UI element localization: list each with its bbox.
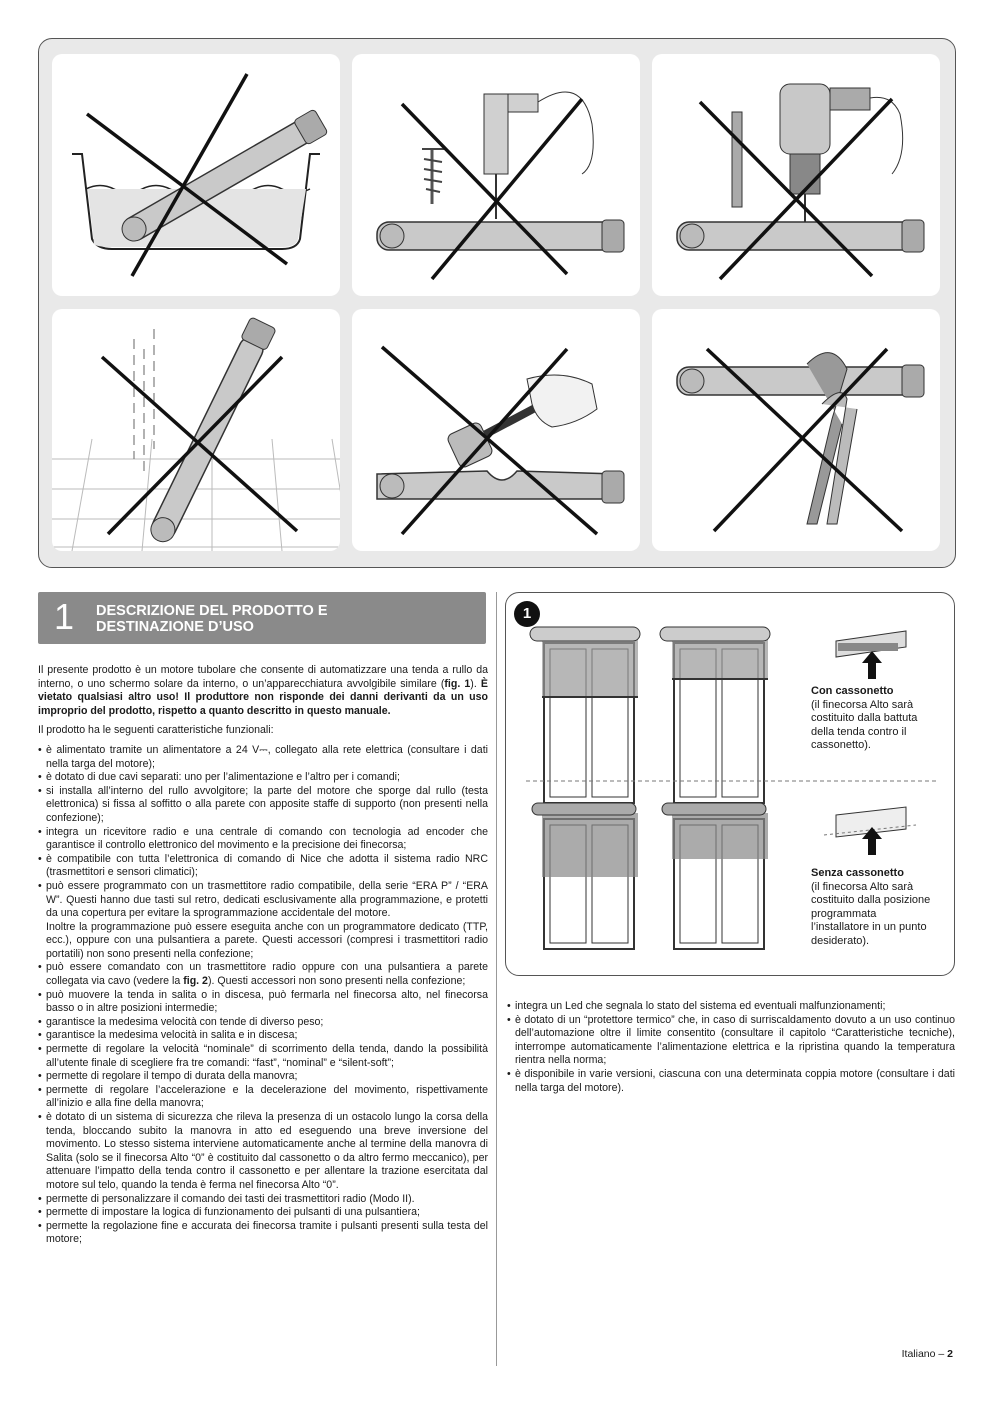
window-without-box-closed [532, 803, 638, 949]
left-column [38, 664, 488, 1247]
box-detail-icon [836, 631, 906, 679]
column-divider [496, 592, 497, 1366]
figure-number-badge: 1 [514, 601, 540, 627]
list-item-continuation: Inoltre la programmazione può essere eseguita anche con un programmatore dedicato (TTP, ecc.), oppure con una pulsantiera a parete. Questi accessori (compresi i trasmettitori radio portatili) non sono presenti nella confezione; [46, 920, 488, 960]
list-item: • permette di regolare il tempo di durata della manovra; [38, 1070, 488, 1084]
list-item: • può essere programmato con un trasmettitore radio compatibile, della serie “ERA P” / “ERA W”. Questi hanno due tasti sul retro, dedicati esclusivamente alla programmazione, e protetti da una copertura per evitare la sprogrammazione accidentale del motore. [38, 880, 488, 921]
section-header [38, 592, 486, 644]
warning-panel-water [52, 54, 340, 296]
features-intro: Il prodotto ha le seguenti caratteristiche funzionali: [38, 724, 274, 737]
dropped-motor-illustration [52, 309, 340, 551]
list-item: • è dotato di due cavi separati: uno per l’alimentazione e l’altro per i comandi; [38, 771, 488, 785]
list-item: • permette di regolare l’accelerazione e la decelerazione del movimento, rispettivamente all’inizio e alla fine della manovra; [38, 1084, 488, 1111]
list-item: • è disponibile in varie versioni, ciascuna con una determinata coppia motore (consultare i dati nella targa del motore). [507, 1068, 955, 1095]
caption-without-box: Senza cassonetto (il finecorsa Alto sarà costituito dalla posizione programmata l’installatore in un punto desiderato). [811, 867, 931, 947]
list-item: • si installa all’interno del rullo avvolgitore; la parte del motore che sporge dal rullo (testa elettronica) si fissa al soffitto o alla parete con apposite staffe di supporto (non presenti nella confezione); [38, 785, 488, 826]
hammer-on-motor-illustration [352, 309, 640, 551]
right-column [507, 1000, 955, 1095]
page-footer: Italiano – 2 [901, 1348, 953, 1360]
list-item: • permette di regolare la velocità “nominale” di scorrimento della tenda, dando la possibilità all’utente finale di scegliere fra tre comandi: “fast”, “nominal” e “silent-soft”; [38, 1043, 488, 1070]
list-item: • è alimentato tramite un alimentatore a 24 V⎓, collegato alla rete elettrica (consultare i dati nella targa del motore); [38, 744, 488, 771]
feature-list-3 [507, 1000, 955, 1095]
list-item: • integra un ricevitore radio e una centrale di comando con tecnologia ad encoder che garantisce il controllo elettronico del movimento e la precisione dei finecorsa; [38, 826, 488, 853]
list-item: • permette la regolazione fine e accurata dei finecorsa tramite i pulsanti presenti sulla testa del motore; [38, 1220, 488, 1247]
figure-1 [505, 592, 955, 976]
warning-panel-drop [52, 309, 340, 551]
caption-with-box: Con cassonetto (il finecorsa Alto sarà costituito dalla battuta della tenda contro il cassonetto). [811, 685, 918, 751]
list-item: • garantisce la medesima velocità in salita e in discesa; [38, 1029, 488, 1043]
window-with-box-open [660, 627, 770, 803]
warning-panel-drill [652, 54, 940, 296]
list-item: • può essere comandato con un trasmettitore radio oppure con una pulsantiera a parete collegata via cavo (vedere la fig. 2). Questi accessori non sono presenti nella confezione; [38, 961, 488, 988]
drill-into-motor-illustration [652, 54, 940, 296]
no-box-detail-icon [824, 807, 916, 855]
list-item: • permette di impostare la logica di funzionamento dei pulsanti di una pulsantiera; [38, 1206, 488, 1220]
motor-in-water-illustration [52, 54, 340, 296]
feature-list-2 [38, 961, 488, 1246]
section-title: DESCRIZIONE DEL PRODOTTO E DESTINAZIONE D’USO [96, 603, 328, 635]
list-item: • garantisce la medesima velocità con tende di diverso peso; [38, 1016, 488, 1030]
warning-figures-frame [38, 38, 956, 568]
screw-into-motor-illustration [352, 54, 640, 296]
warning-panel-screw [352, 54, 640, 296]
warning-panel-pliers [652, 309, 940, 551]
list-item: • permette di personalizzare il comando dei tasti dei trasmettitori radio (Modo II). [38, 1193, 488, 1207]
list-item: • è dotato di un “protettore termico” che, in caso di surriscaldamento dovuto a un uso continuo dell’automazione oltre il limite consentito (consultare il capitolo “Caratteristiche tecniche), interrompe automaticamente l’alimentazione elettrica e la ripristina quando la temperatura rientra nella norma; [507, 1014, 955, 1068]
page-number: 2 [947, 1348, 953, 1360]
list-item: • è compatibile con tutta l’elettronica di comando di Nice che adotta il sistema radio NRC (trasmettitori e sensori climatici); [38, 853, 488, 880]
list-item: • è dotato di un sistema di sicurezza che rileva la presenza di un ostacolo lungo la corsa della tenda, bloccando subito la manovra in atto ed eseguendo una breve inversione del movimento. Lo stesso sistema interviene automaticamente anche al termine della manovra di Salita (solo se il finecorsa Alto “0” è costituito dal cassonetto o da altro fermo meccanico), per attenuare l’impatto della tenda contro il cassonetto e per allentare la trazione esercitata dal motore sul telo, quando la tenda è ferma nel finecorsa Alto “0”. [38, 1111, 488, 1193]
section-number: 1 [54, 596, 75, 637]
list-item: • integra un Led che segnala lo stato del sistema ed eventuali malfunzionamenti; [507, 1000, 955, 1014]
window-without-box-open [662, 803, 768, 949]
pliers-on-motor-illustration [652, 309, 940, 551]
warning-panel-hammer [352, 309, 640, 551]
feature-list [38, 744, 488, 921]
intro-paragraph: Il presente prodotto è un motore tubolare che consente di automatizzare una tenda a rullo da interno, o uno schermo solare da interno, o un’apparecchiatura avvolgibile similare (fig. 1). È vietato qualsiasi altro uso! Il produttore non risponde dei danni derivanti da un uso improprio del prodotto, rispetto a quanto descritto in questo manuale. [38, 664, 488, 717]
list-item: • può muovere la tenda in salita o in discesa, può fermarla nel finecorsa alto, nel finecorsa basso o in altre posizioni intermedie; [38, 989, 488, 1016]
window-with-box-closed [530, 627, 640, 803]
